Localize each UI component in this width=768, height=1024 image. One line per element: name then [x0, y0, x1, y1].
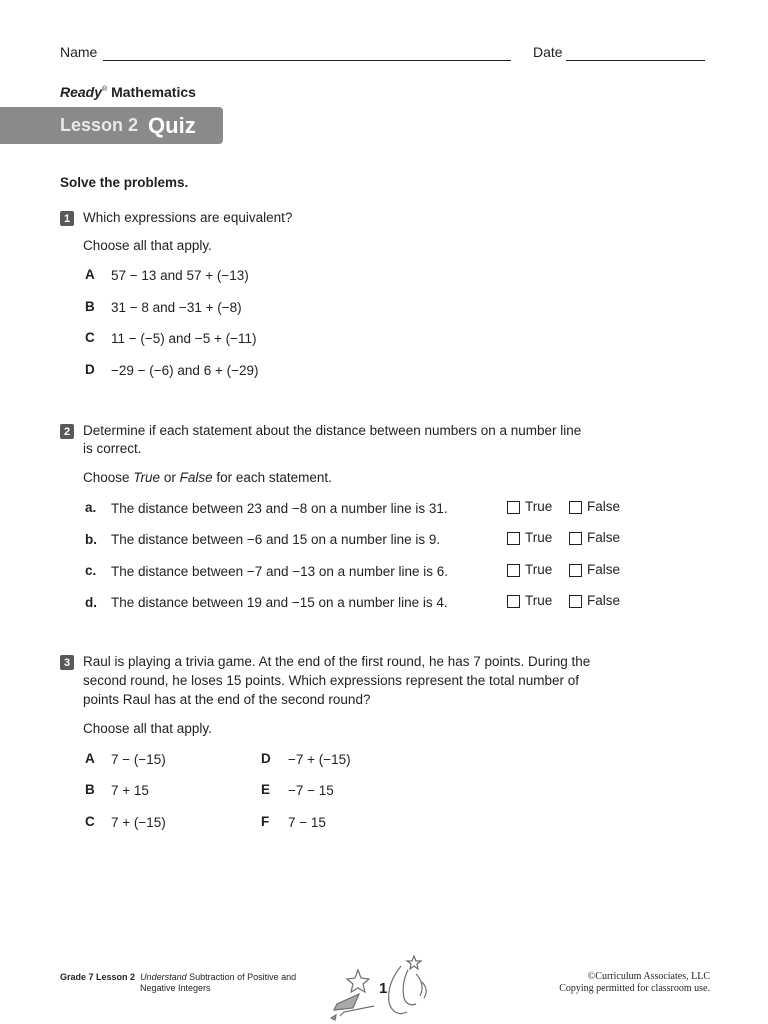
footer-lesson-info	[60, 972, 296, 994]
q2-item-text: The distance between −7 and −13 on a number line is 6.	[111, 564, 448, 579]
true-label[interactable]: True	[525, 499, 553, 514]
brand-rest: Mathematics	[107, 84, 196, 100]
brand-registered: ®	[102, 86, 108, 93]
q1-option-text[interactable]: 11 − (−5) and −5 + (−11)	[111, 331, 257, 346]
q2-item-letter: b.	[85, 532, 97, 547]
q2-item-letter: c.	[85, 563, 97, 578]
true-checkbox[interactable]	[507, 595, 520, 608]
brand-italic: Ready	[60, 84, 103, 100]
question-number-2: 2	[60, 424, 74, 439]
q3-option-letter[interactable]: E	[261, 782, 271, 797]
q2-item-text: The distance between −6 and 15 on a number line is 9.	[111, 532, 441, 547]
false-checkbox[interactable]	[569, 564, 582, 577]
false-checkbox[interactable]	[569, 501, 582, 514]
q3-option-text[interactable]: 7 − 15	[288, 815, 326, 830]
lesson-banner	[0, 107, 223, 144]
quiz-label: Quiz	[148, 112, 196, 138]
lesson-label: Lesson 2	[60, 115, 139, 135]
true-label[interactable]: True	[525, 562, 553, 577]
true-checkbox[interactable]	[507, 532, 520, 545]
q2-direction	[83, 468, 332, 487]
page-number: 1	[379, 980, 388, 997]
footer-grade-lesson: Grade 7 Lesson 2	[60, 972, 136, 982]
false-checkbox[interactable]	[569, 595, 582, 608]
q1-prompt: Which expressions are equivalent?	[83, 210, 293, 225]
q3-prompt-line1: Raul is playing a trivia game. At the end of the first round, he has 7 points. During the	[83, 654, 591, 669]
true-label[interactable]: True	[525, 530, 553, 545]
q1-option-text[interactable]: 57 − 13 and 57 + (−13)	[111, 268, 249, 283]
q2-direction-mid: or	[160, 470, 180, 485]
true-checkbox[interactable]	[507, 501, 520, 514]
copyright-line2: Copying permitted for classroom use.	[559, 983, 710, 994]
q1-option-letter[interactable]: B	[85, 299, 95, 314]
question-number-3: 3	[60, 655, 74, 670]
q1-direction: Choose all that apply.	[83, 238, 212, 253]
q2-prompt-line1: Determine if each statement about the distance between numbers on a number line	[83, 423, 582, 438]
footer-copyright	[559, 971, 710, 995]
q3-prompt-line3: points Raul has at the end of the second round?	[83, 692, 371, 707]
q2-item-letter: a.	[85, 500, 97, 515]
instructions: Solve the problems.	[60, 175, 189, 190]
false-label[interactable]: False	[587, 593, 621, 608]
false-label[interactable]: False	[587, 530, 621, 545]
false-label[interactable]: False	[587, 499, 621, 514]
q3-option-text[interactable]: −7 + (−15)	[288, 752, 351, 767]
q2-direction-false: False	[179, 470, 213, 485]
question-number-1: 1	[60, 211, 74, 226]
footer-title-line1: Subtraction of Positive and	[186, 972, 297, 982]
q2-direction-true: True	[133, 470, 161, 485]
q1-option-letter[interactable]: C	[85, 330, 95, 345]
q1-option-letter[interactable]: D	[85, 362, 95, 377]
q3-option-text[interactable]: 7 + (−15)	[111, 815, 166, 830]
q1-option-text[interactable]: −29 − (−6) and 6 + (−29)	[111, 363, 259, 378]
name-label: Name	[60, 44, 98, 60]
footer-title-line2: Negative Integers	[140, 983, 211, 993]
date-field[interactable]	[566, 60, 705, 61]
false-label[interactable]: False	[587, 562, 621, 577]
q1-option-text[interactable]: 31 − 8 and −31 + (−8)	[111, 300, 242, 315]
q3-option-letter[interactable]: D	[261, 751, 271, 766]
q2-item-text: The distance between 19 and −15 on a number line is 4.	[111, 595, 448, 610]
false-checkbox[interactable]	[569, 532, 582, 545]
q3-option-letter[interactable]: F	[261, 814, 270, 829]
q3-option-letter[interactable]: B	[85, 782, 95, 797]
q3-prompt-line2: second round, he loses 15 points. Which expressions represent the total number of	[83, 673, 580, 688]
q1-option-letter[interactable]: A	[85, 267, 95, 282]
q2-item-letter: d.	[85, 595, 97, 610]
q3-option-letter[interactable]: A	[85, 751, 95, 766]
q3-option-text[interactable]: −7 − 15	[288, 783, 334, 798]
footer-understand: Understand	[140, 972, 187, 982]
q3-option-text[interactable]: 7 − (−15)	[111, 752, 166, 767]
q2-item-text: The distance between 23 and −8 on a number line is 31.	[111, 501, 448, 516]
true-label[interactable]: True	[525, 593, 553, 608]
q2-direction-post: for each statement.	[212, 470, 332, 485]
q2-direction-pre: Choose	[83, 470, 134, 485]
date-label: Date	[533, 44, 563, 60]
q3-option-text[interactable]: 7 + 15	[111, 783, 149, 798]
q3-option-letter[interactable]: C	[85, 814, 95, 829]
q2-prompt-line2: is correct.	[83, 441, 142, 456]
copyright-line1: ©Curriculum Associates, LLC	[587, 971, 710, 982]
brand-title	[60, 84, 196, 100]
name-field[interactable]	[103, 60, 511, 61]
true-checkbox[interactable]	[507, 564, 520, 577]
q3-direction: Choose all that apply.	[83, 721, 212, 736]
